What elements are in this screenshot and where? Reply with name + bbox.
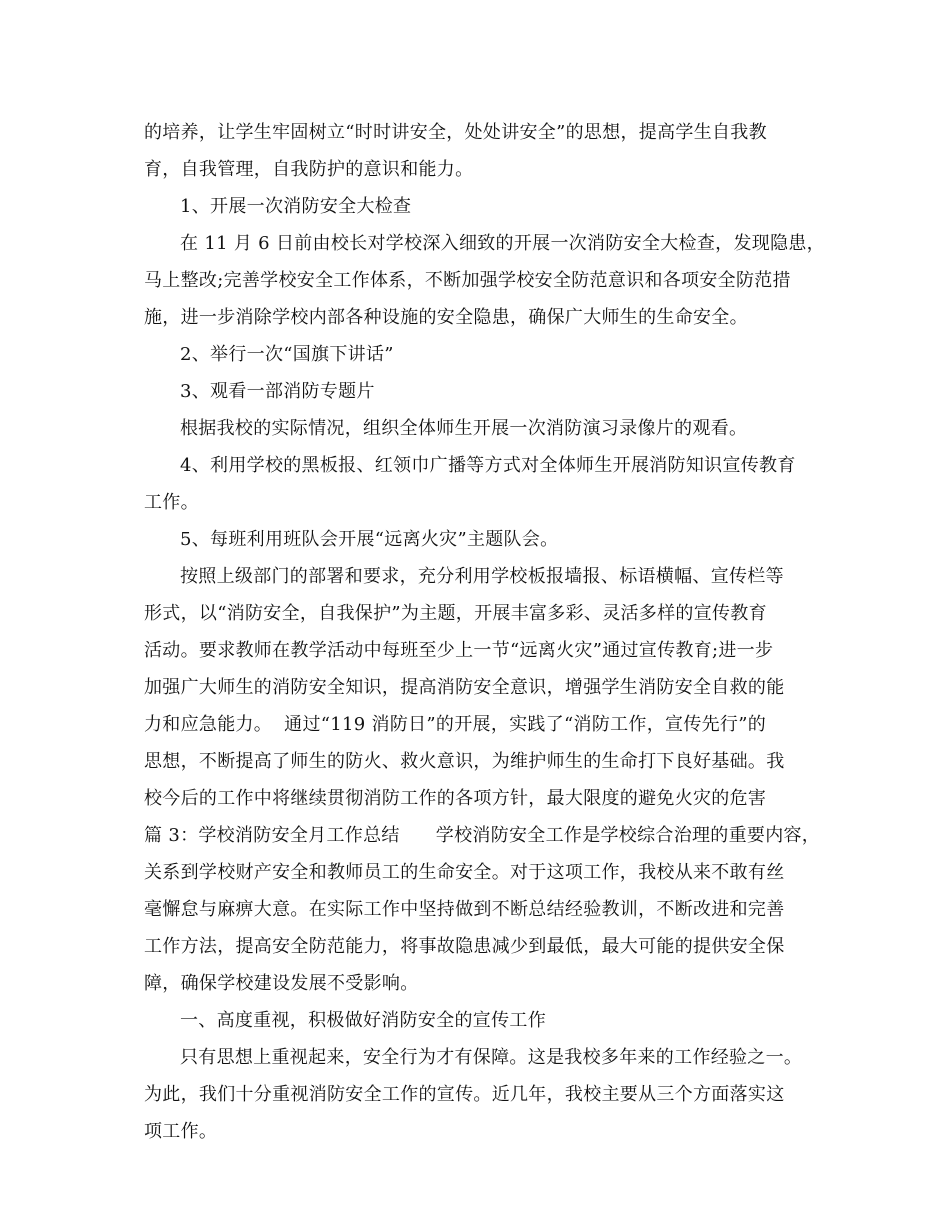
text-line: 毫懈怠与麻痹大意。在实际工作中坚持做到不断总结经验教训，不断改进和完善 xyxy=(144,899,785,920)
text-line: 2、举行一次“国旗下讲话” xyxy=(180,344,394,365)
text-line: 障，确保学校建设发展不受影响。 xyxy=(144,973,419,994)
text-line: 5、每班利用班队会开展“远离火灾”主题队会。 xyxy=(180,529,559,550)
text-line: 工作方法，提高安全防范能力，将事故隐患减少到最低，最大可能的提供安全保 xyxy=(144,936,785,957)
text-line: 4、利用学校的黑板报、红领巾广播等方式对全体师生开展消防知识宣传教育 xyxy=(180,455,796,476)
text-line: 一、高度重视，积极做好消防安全的宣传工作 xyxy=(180,1010,546,1031)
text-line: 关系到学校财产安全和教师员工的生命安全。对于这项工作，我校从来不敢有丝 xyxy=(144,862,785,883)
text-line: 力和应急能力。 通过“119 消防日”的开展，实践了“消防工作，宣传先行”的 xyxy=(144,714,767,735)
text-line: 1、开展一次消防安全大检查 xyxy=(180,196,412,217)
text-line: 马上整改;完善学校安全工作体系，不断加强学校安全防范意识和各项安全防范措 xyxy=(144,270,791,291)
text-line: 的培养，让学生牢固树立“时时讲安全，处处讲安全”的思想，提高学生自我教 xyxy=(144,122,767,143)
text-line: 形式，以“消防安全，自我保护”为主题，开展丰富多彩、灵活多样的宣传教育 xyxy=(144,603,767,624)
text-line: 活动。要求教师在教学活动中每班至少上一节“远离火灾”通过宣传教育;进一步 xyxy=(144,640,774,661)
text-line: 3、观看一部消防专题片 xyxy=(180,381,375,402)
text-line: 只有思想上重视起来，安全行为才有保障。这是我校多年来的工作经验之一。 xyxy=(180,1047,803,1068)
text-line: 工作。 xyxy=(144,492,199,513)
text-line: 思想，不断提高了师生的防火、救火意识，为维护师生的生命打下良好基础。我 xyxy=(144,751,785,772)
text-line: 加强广大师生的消防安全知识，提高消防安全意识，增强学生消防安全自救的能 xyxy=(144,677,785,698)
text-line: 篇 3：学校消防安全月工作总结 学校消防安全工作是学校综合治理的重要内容， xyxy=(144,825,821,846)
document-body xyxy=(0,114,950,1150)
text-line: 施，进一步消除学校内部各种设施的安全隐患，确保广大师生的生命安全。 xyxy=(144,307,748,328)
text-line: 按照上级部门的部署和要求，充分利用学校板报墙报、标语横幅、宣传栏等 xyxy=(180,566,784,587)
text-line: 校今后的工作中将继续贯彻消防工作的各项方针，最大限度的避免火灾的危害 xyxy=(144,788,767,809)
text-line: 根据我校的实际情况，组织全体师生开展一次消防演习录像片的观看。 xyxy=(180,418,748,439)
text-line: 为此，我们十分重视消防安全工作的宣传。近几年，我校主要从三个方面落实这 xyxy=(144,1084,785,1105)
text-line: 育，自我管理，自我防护的意识和能力。 xyxy=(144,159,474,180)
text-line: 项工作。 xyxy=(144,1121,218,1142)
text-line: 在 11 月 6 日前由校长对学校深入细致的开展一次消防安全大检查，发现隐患， xyxy=(180,233,825,254)
